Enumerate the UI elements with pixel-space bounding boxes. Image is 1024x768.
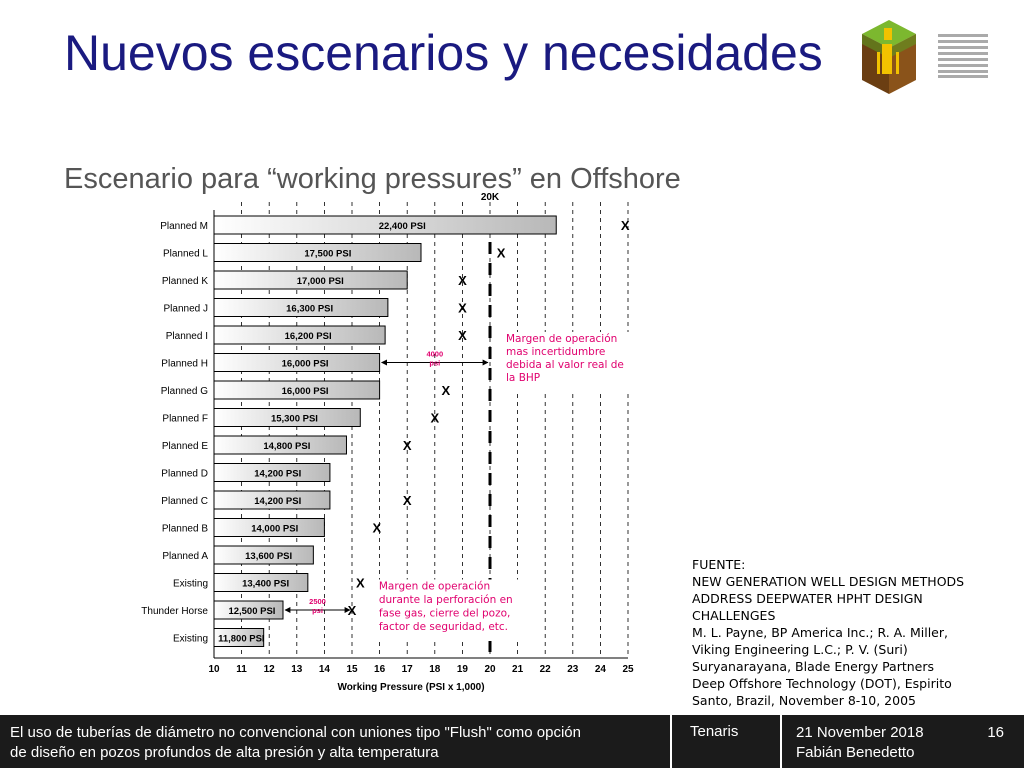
- category-label: Existing: [172, 633, 208, 645]
- category-label: Planned K: [161, 276, 208, 287]
- bar-label: 16,000 PSI: [281, 386, 329, 397]
- bar-label: 17,500 PSI: [304, 248, 352, 260]
- footer-date-author: [782, 715, 1024, 768]
- arrow-label: 2500: [309, 597, 326, 606]
- page-number: 16: [987, 724, 1004, 741]
- x-tick-label: 17: [401, 664, 413, 675]
- footer-bar: [0, 715, 1024, 768]
- x-tick-label: 13: [291, 664, 303, 675]
- bar-label: 13,400 PSI: [242, 578, 290, 590]
- bar-label: 14,800 PSI: [263, 441, 311, 452]
- x-tick-label: 25: [622, 664, 634, 675]
- bar-label: 16,200 PSI: [284, 331, 332, 342]
- category-label: Planned D: [161, 468, 208, 480]
- bar-label: 15,300 PSI: [270, 413, 318, 425]
- bar-label: 22,400 PSI: [378, 221, 426, 232]
- footer-company: Tenaris: [672, 715, 782, 768]
- category-label: Planned J: [163, 303, 208, 315]
- x-tick-label: 19: [456, 664, 468, 675]
- x-tick-label: 16: [374, 664, 386, 675]
- x-tick-label: 15: [346, 664, 358, 675]
- category-label: Planned B: [161, 523, 208, 535]
- source-line: Deep Offshore Technology (DOT), Espirito: [692, 676, 952, 691]
- x-marker: X: [372, 520, 382, 536]
- x-marker: X: [458, 273, 467, 288]
- x-marker: X: [496, 245, 506, 261]
- x-tick-label: 22: [539, 664, 551, 675]
- x-tick-label: 23: [567, 664, 579, 675]
- bar-label: 13,600 PSI: [245, 551, 293, 562]
- category-label: Planned H: [161, 358, 208, 370]
- category-label: Planned C: [161, 496, 208, 507]
- x-tick-label: 21: [512, 664, 524, 675]
- annotation-bhp-margin: Margen de operación mas incertidumbre debida al valor real de la BHP: [506, 333, 624, 384]
- arrow-label: 4000: [426, 349, 444, 359]
- x-marker: X: [430, 410, 440, 426]
- category-label: Planned L: [162, 248, 208, 260]
- x-tick-label: 24: [594, 664, 606, 675]
- x-marker: X: [620, 218, 630, 233]
- source-line: NEW GENERATION WELL DESIGN METHODS: [692, 574, 965, 589]
- category-label: Thunder Horse: [141, 606, 208, 617]
- category-label: Planned M: [160, 221, 208, 232]
- x-tick-label: 10: [208, 664, 220, 675]
- footer-description-line2: de diseño en pozos profundos de alta presión y alta temperatura: [10, 744, 439, 761]
- x-marker: X: [441, 383, 451, 398]
- slide-title: Nuevos escenarios y necesidades: [64, 25, 823, 81]
- working-pressure-bar-chart: [130, 188, 650, 703]
- bar-label: 14,000 PSI: [251, 523, 299, 535]
- source-line: Suryanarayana, Blade Energy Partners: [692, 659, 935, 674]
- bar-label: 17,000 PSI: [296, 276, 344, 287]
- slide-subtitle: Escenario para “working pressures” en Offshore: [64, 163, 681, 195]
- bar-label: 14,200 PSI: [254, 468, 302, 480]
- category-label: Existing: [172, 578, 208, 590]
- x-tick-label: 20: [484, 664, 496, 675]
- bar-label: 16,300 PSI: [286, 303, 334, 315]
- bar-label: 14,200 PSI: [254, 496, 302, 507]
- category-label: Planned I: [165, 331, 208, 342]
- bar-label: 12,500 PSI: [228, 606, 276, 617]
- reference-line-label: 20K: [480, 192, 500, 203]
- footer-description: [0, 715, 672, 768]
- footer-description-line1: El uso de tuberías de diámetro no convencional con uniones tipo "Flush" como opción: [10, 724, 581, 741]
- x-marker: X: [402, 493, 412, 508]
- source-citation: [692, 556, 1022, 709]
- horizontal-lines-icon: [938, 34, 988, 78]
- x-marker: X: [458, 328, 467, 343]
- x-marker: X: [458, 300, 467, 316]
- category-label: Planned F: [162, 413, 208, 425]
- footer-date: 21 November 2018: [796, 724, 924, 741]
- category-label: Planned E: [161, 441, 208, 452]
- x-marker: X: [347, 603, 357, 618]
- x-axis-title: Working Pressure (PSI x 1,000): [337, 682, 485, 693]
- x-marker: X: [402, 438, 412, 453]
- category-label: Planned G: [160, 386, 208, 397]
- footer-author: Fabián Benedetto: [796, 744, 915, 761]
- x-tick-label: 14: [318, 664, 330, 675]
- arrow-label: psi: [312, 606, 323, 615]
- x-tick-label: 12: [263, 664, 275, 675]
- source-line: Santo, Brazil, November 8-10, 2005: [692, 693, 916, 708]
- earth-layers-logo-icon: [860, 18, 918, 96]
- x-tick-label: 11: [236, 664, 247, 675]
- source-line: FUENTE:: [692, 557, 746, 572]
- arrow-label: psi: [429, 358, 441, 368]
- x-marker: X: [355, 575, 365, 591]
- bar-label: 16,000 PSI: [281, 358, 329, 370]
- source-line: CHALLENGES: [692, 608, 776, 623]
- category-label: Planned A: [162, 551, 208, 562]
- annotation-drilling-margin: Margen de operación durante la perforación en fase gas, cierre del pozo, factor de seguridad, etc.: [378, 580, 513, 633]
- source-line: ADDRESS DEEPWATER HPHT DESIGN: [692, 591, 923, 606]
- source-line: M. L. Payne, BP America Inc.; R. A. Miller,: [692, 625, 948, 640]
- bar-label: 11,800 PSI: [218, 633, 265, 645]
- x-tick-label: 18: [429, 664, 441, 675]
- source-line: Viking Engineering L.C.; P. V. (Suri): [692, 642, 908, 657]
